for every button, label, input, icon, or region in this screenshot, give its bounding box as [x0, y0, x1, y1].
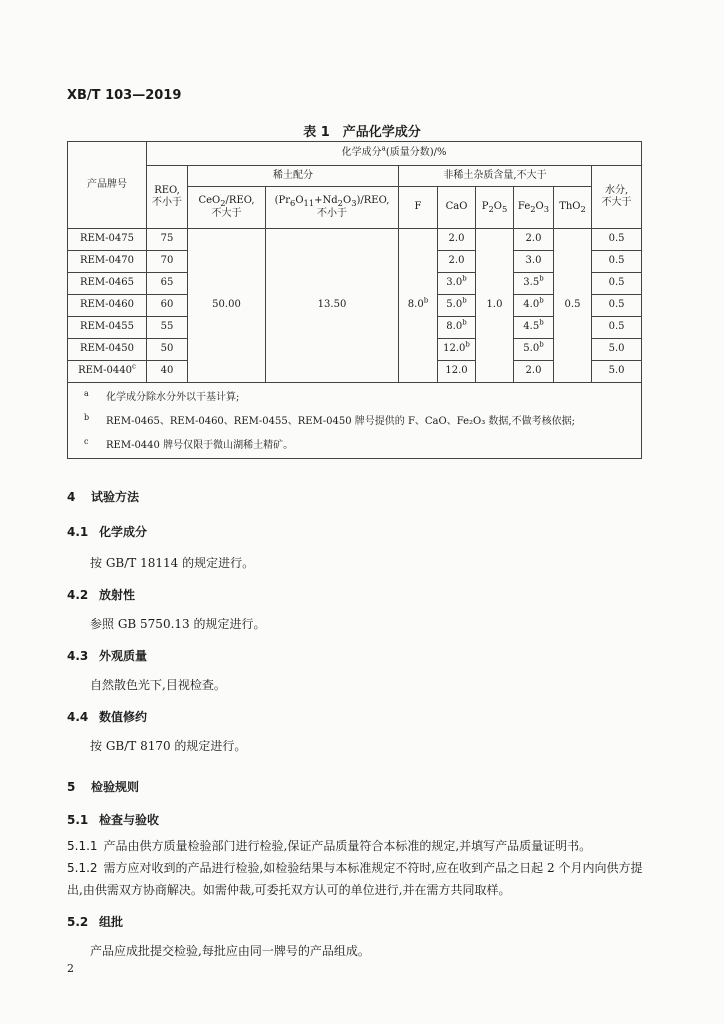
- table-notes: [68, 383, 642, 459]
- header-reo: REO, 不小于: [147, 166, 188, 229]
- header-ceo2: CeO$_2$/REO, 不大于: [188, 187, 266, 229]
- header-prnd: $(Pr_6O_{11}+Nd_2O_3)$/REO, 不小于: [266, 187, 399, 229]
- f-merged-cell: 8.0$^b$: [399, 229, 438, 383]
- reo-cell: 50: [147, 339, 188, 361]
- fe2o3-cell: 4.0$^b$: [514, 295, 554, 317]
- page-number: 2: [67, 962, 74, 975]
- section-body-4-4: 按 GB/T 8170 的规定进行。: [90, 739, 247, 753]
- reo-cell: 60: [147, 295, 188, 317]
- section-heading-5: 5 检验规则: [67, 780, 140, 794]
- table-note: b REM-0465、REM-0460、REM-0455、REM-0450 牌号提供的 F、CaO、Fe₂O₃ 数据,不做考核依据;: [84, 412, 575, 427]
- header-grade: 产品牌号: [68, 142, 147, 229]
- water-cell: 0.5: [592, 273, 642, 295]
- clause-5-1-1: 5.1.1 产品由供方质量检验部门进行检验,保证产品质量符合本标准的规定,并填写产品质量证明书。: [67, 839, 592, 853]
- section-heading-5-1: 5.1 检查与验收: [67, 813, 160, 827]
- clause-5-1-2: 5.1.2 需方应对收到的产品进行检验,如检验结果与本标准规定不符时,应在收到产品之日起 2 个月内向供方提出,由供需双方协商解决。如需仲裁,可委托双方认可的单位进行,并在需方共同取样。: [67, 861, 643, 897]
- water-cell: 5.0: [592, 361, 642, 383]
- grade-cell: REM-0465: [68, 273, 147, 295]
- header-chem-composition: 化学成分$^a$(质量分数)/%: [147, 142, 642, 166]
- header-non-re-impurities: 非稀土杂质含量,不大于: [399, 166, 592, 187]
- header-tho2: ThO$_2$: [554, 187, 592, 229]
- section-body-4-2: 参照 GB 5750.13 的规定进行。: [90, 617, 266, 631]
- section-body-5-2: 产品应成批提交检验,每批应由同一牌号的产品组成。: [90, 944, 370, 958]
- section-heading-4: 4 试验方法: [67, 490, 140, 504]
- fe2o3-cell: 2.0: [514, 361, 554, 383]
- cao-cell: 8.0$^b$: [438, 317, 476, 339]
- reo-cell: 65: [147, 273, 188, 295]
- water-cell: 0.5: [592, 251, 642, 273]
- reo-cell: 40: [147, 361, 188, 383]
- water-cell: 5.0: [592, 339, 642, 361]
- grade-cell: REM-0475: [68, 229, 147, 251]
- tho2-merged-cell: 0.5: [554, 229, 592, 383]
- section-heading-4-2: 4.2 放射性: [67, 588, 136, 602]
- water-cell: 0.5: [592, 229, 642, 251]
- section-body-4-3: 自然散色光下,目视检查。: [90, 678, 226, 692]
- header-f: F: [399, 187, 438, 229]
- grade-cell: REM-0460: [68, 295, 147, 317]
- section-heading-4-4: 4.4 数值修约: [67, 710, 148, 724]
- reo-cell: 75: [147, 229, 188, 251]
- header-cao: CaO: [438, 187, 476, 229]
- grade-cell: REM-0440$^c$: [68, 361, 147, 383]
- water-cell: 0.5: [592, 295, 642, 317]
- p2o5-merged-cell: 1.0: [476, 229, 514, 383]
- cao-cell: 3.0$^b$: [438, 273, 476, 295]
- header-water: 水分, 不大于: [592, 166, 642, 229]
- standard-number: XB/T 103—2019: [67, 88, 182, 103]
- grade-cell: REM-0455: [68, 317, 147, 339]
- section-heading-5-2: 5.2 组批: [67, 915, 124, 929]
- fe2o3-cell: 4.5$^b$: [514, 317, 554, 339]
- table-row: [68, 229, 642, 251]
- chemical-composition-table: [67, 141, 642, 459]
- section-heading-4-1: 4.1 化学成分: [67, 525, 148, 539]
- cao-cell: 2.0: [438, 251, 476, 273]
- prnd-merged-cell: 13.50: [266, 229, 399, 383]
- cao-cell: 2.0: [438, 229, 476, 251]
- ceo2-merged-cell: 50.00: [188, 229, 266, 383]
- grade-cell: REM-0450: [68, 339, 147, 361]
- fe2o3-cell: 3.0: [514, 251, 554, 273]
- section-body-4-1: 按 GB/T 18114 的规定进行。: [90, 556, 255, 570]
- reo-cell: 55: [147, 317, 188, 339]
- table-note: a 化学成分除水分外以干基计算;: [84, 388, 240, 403]
- cao-cell: 12.0: [438, 361, 476, 383]
- cao-cell: 12.0$^b$: [438, 339, 476, 361]
- fe2o3-cell: 5.0$^b$: [514, 339, 554, 361]
- fe2o3-cell: 3.5$^b$: [514, 273, 554, 295]
- section-heading-4-3: 4.3 外观质量: [67, 649, 148, 663]
- table-note: c REM-0440 牌号仅限于微山湖稀土精矿。: [84, 436, 294, 451]
- header-fe2o3: $Fe_2O_3$: [514, 187, 554, 229]
- header-p2o5: $P_2O_5$: [476, 187, 514, 229]
- cao-cell: 5.0$^b$: [438, 295, 476, 317]
- header-re-distribution: 稀土配分: [188, 166, 399, 187]
- table-title: 表 1 产品化学成分: [303, 125, 421, 140]
- grade-cell: REM-0470: [68, 251, 147, 273]
- reo-cell: 70: [147, 251, 188, 273]
- fe2o3-cell: 2.0: [514, 229, 554, 251]
- water-cell: 0.5: [592, 317, 642, 339]
